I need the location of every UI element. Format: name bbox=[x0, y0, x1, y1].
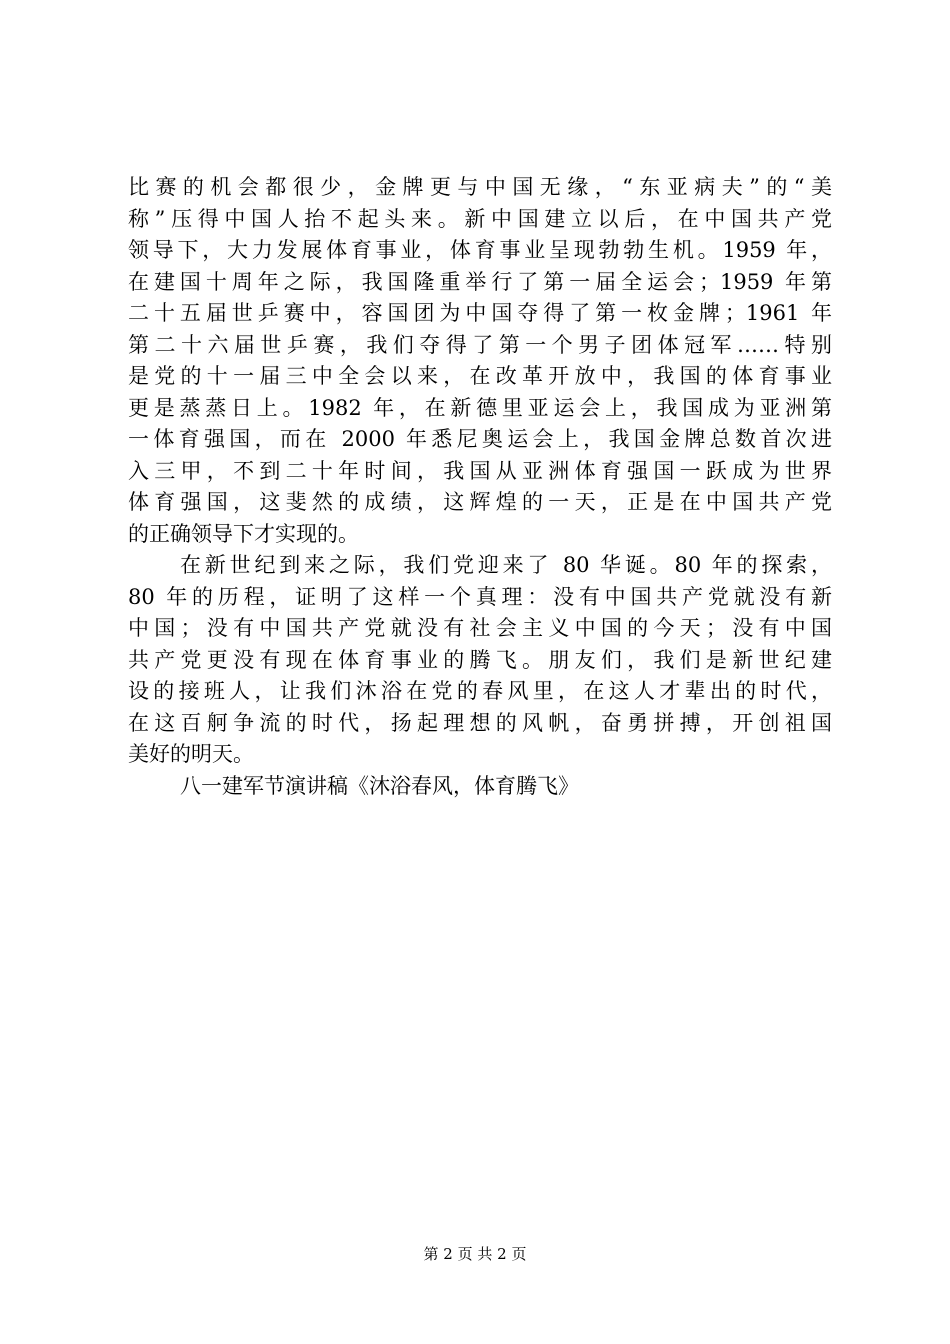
page-number-footer: 第 2 页 共 2 页 bbox=[423, 1245, 527, 1263]
text-line: 第二十六届世乒赛，我们夺得了第一个男子团体冠军……特别 bbox=[128, 332, 832, 357]
text-line: 在这百舸争流的时代，扬起理想的风帆，奋勇拼搏，开创祖国 bbox=[128, 710, 832, 735]
text-line: 二十五届世乒赛中，容国团为中国夺得了第一枚金牌；1961 年 bbox=[128, 301, 832, 325]
paragraph-1 bbox=[128, 172, 832, 550]
text-line: 中国；没有中国共产党就没有社会主义中国的今天；没有中国 bbox=[128, 616, 832, 640]
closing-title: 八一建军节演讲稿《沐浴春风，体育腾飞》 bbox=[180, 773, 579, 798]
text-line: 比赛的机会都很少，金牌更与中国无缘，“东亚病夫”的“美 bbox=[128, 175, 832, 199]
text-line: 体育强国，这斐然的成绩，这辉煌的一天，正是在中国共产党 bbox=[128, 490, 832, 514]
text-line: 入三甲，不到二十年时间，我国从亚洲体育强国一跃成为世界 bbox=[128, 458, 832, 483]
document-body bbox=[128, 172, 832, 802]
text-line: 一体育强国，而在 2000 年悉尼奥运会上，我国金牌总数首次进 bbox=[128, 427, 832, 451]
text-line: 领导下，大力发展体育事业，体育事业呈现勃勃生机。1959 年， bbox=[128, 238, 832, 262]
text-line: 在建国十周年之际，我国隆重举行了第一届全运会；1959 年第 bbox=[128, 269, 832, 294]
text-line: 的正确领导下才实现的。 bbox=[128, 521, 359, 546]
text-line: 共产党更没有现在体育事业的腾飞。朋友们，我们是新世纪建 bbox=[128, 647, 832, 672]
text-line: 美好的明天。 bbox=[128, 742, 254, 766]
paragraph-2 bbox=[128, 550, 832, 771]
text-line: 是党的十一届三中全会以来，在改革开放中，我国的体育事业 bbox=[128, 364, 832, 388]
text-line: 设的接班人，让我们沐浴在党的春风里，在这人才辈出的时代， bbox=[128, 679, 832, 703]
text-line: 在新世纪到来之际，我们党迎来了 80 华诞。80 年的探索， bbox=[180, 553, 832, 577]
text-line: 更是蒸蒸日上。1982 年，在新德里亚运会上，我国成为亚洲第 bbox=[128, 395, 832, 420]
text-line: 称”压得中国人抬不起头来。新中国建立以后，在中国共产党 bbox=[128, 206, 832, 231]
text-line: 80 年的历程，证明了这样一个真理：没有中国共产党就没有新 bbox=[128, 584, 832, 609]
